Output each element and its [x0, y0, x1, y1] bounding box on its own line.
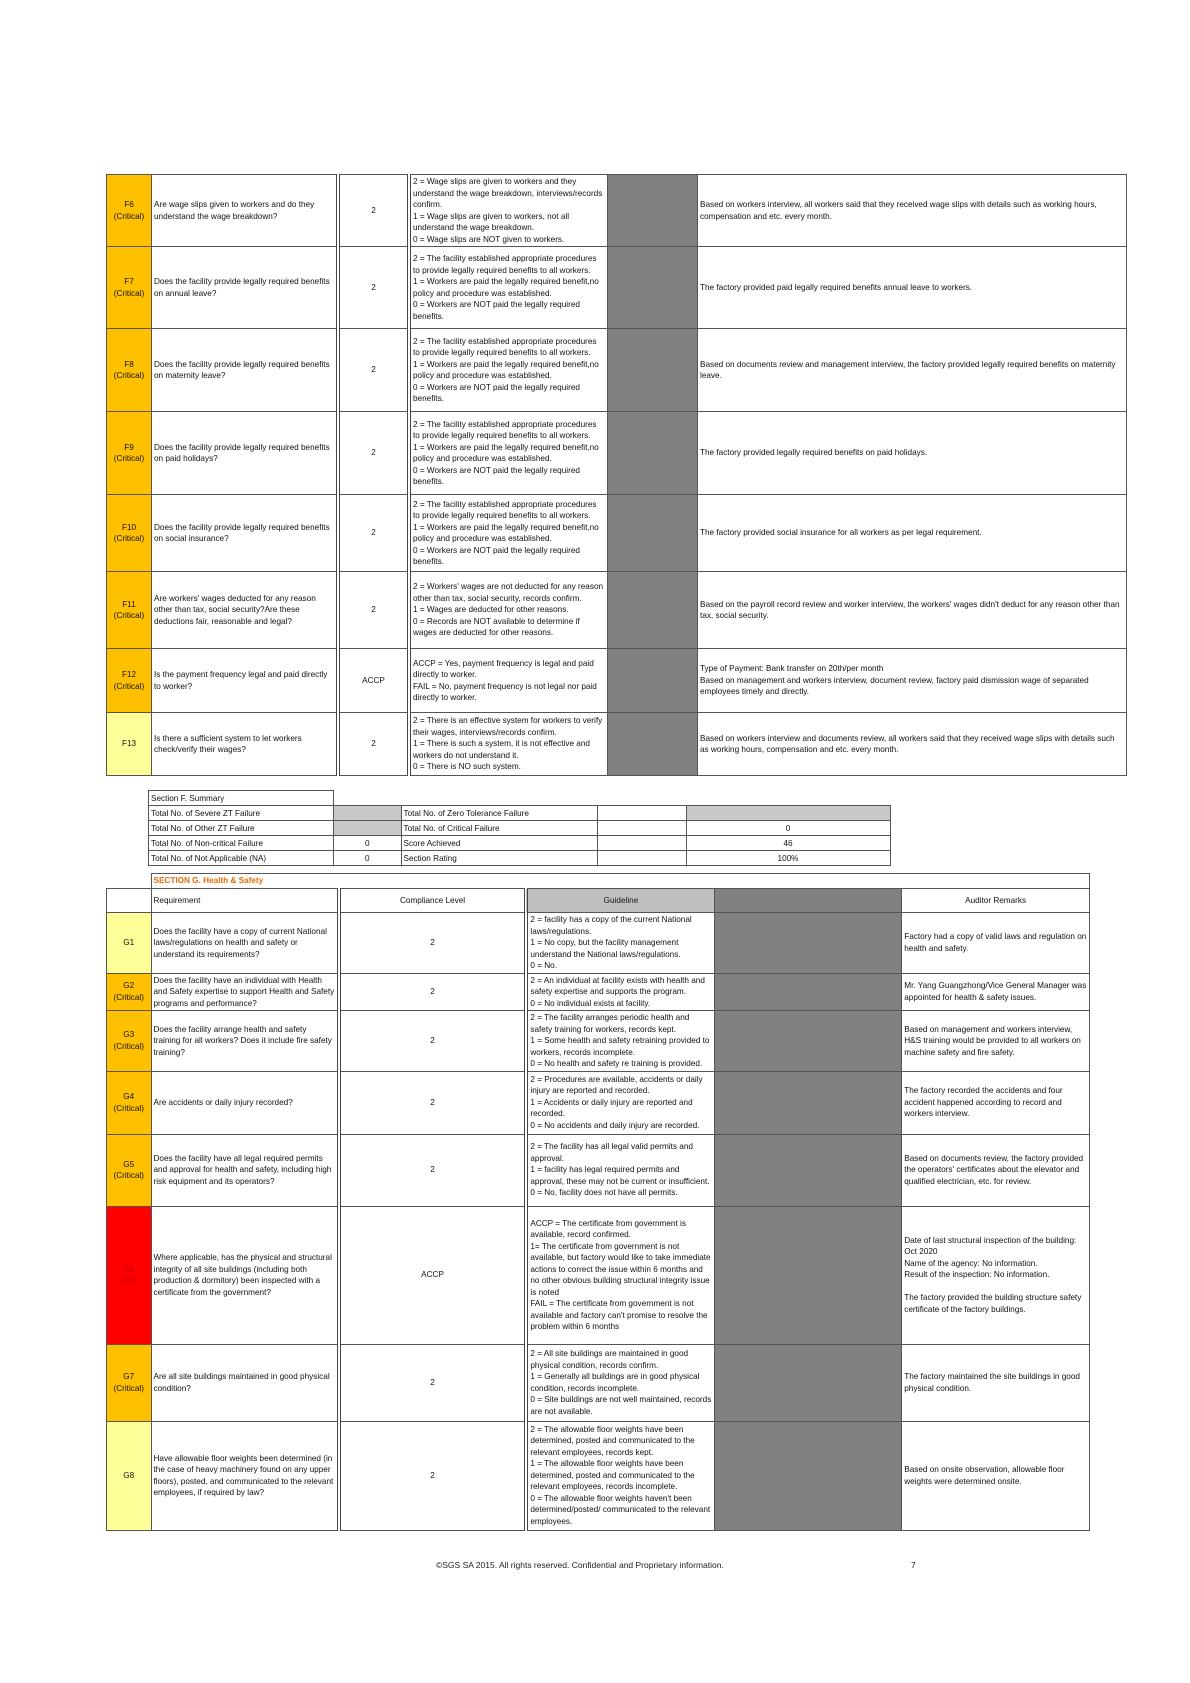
auditor-remark-cell: Type of Payment: Bank transfer on 20th/per month Based on management and workers interview, document review, factory paid dismission wage of separated employees timely and directly.: [698, 649, 1127, 713]
section-f-table: [106, 174, 1127, 776]
grey-cell: [608, 495, 698, 572]
auditor-remark-cell: Based on documents review, the factory provided the operators' certificates about the elevator and qualified electrician, etc. for review.: [902, 1134, 1090, 1206]
summary-label: Total No. of Severe ZT Failure: [149, 806, 334, 821]
auditor-remark-cell: Date of last structural inspection of the building: Oct 2020 Name of the agency: No information. Result of the inspection: No information. The factory provided the building structure safety certificate of the factory buildings.: [902, 1206, 1090, 1344]
compliance-level-cell: 2: [338, 412, 409, 495]
guideline-cell: 2 = The allowable floor weights have been determined, posted and communicated to the relevant employees, records kept. 1 = The allowable floor weights have been determined, posted and communicated to the relevant employees, records incomplete. 0 = The allowable floor weights haven't been determined/posted/ communicated to the relevant employees.: [526, 1421, 714, 1530]
compliance-level-cell: 2: [339, 913, 527, 974]
summary-title: Section F. Summary: [149, 791, 334, 806]
grey-cell: [608, 175, 698, 247]
item-id-cell: F11 (Critical): [107, 572, 152, 649]
auditor-remark-cell: Based on workers interview and documents review, all workers said that they received wage slips with details such as working hours, compensation and etc. every month.: [698, 713, 1127, 776]
summary-value: 0: [686, 821, 890, 836]
grey-cell: [714, 1134, 902, 1206]
table-row: [107, 649, 1127, 713]
summary-row: [149, 836, 891, 851]
table-row: [107, 1134, 1090, 1206]
guideline-cell: 2 = Procedures are available, accidents or daily injury are reported and recorded. 1 = Accidents or daily injury are reported and recorded. 0 = No accidents and daily injury are recorded.: [526, 1071, 714, 1134]
table-row: [107, 913, 1090, 974]
table-row: [107, 1071, 1090, 1134]
compliance-level-cell: 2: [338, 247, 409, 329]
auditor-remark-cell: Mr. Yang Guangzhong/Vice General Manager was appointed for health & safety issues.: [902, 973, 1090, 1011]
summary-value: 0: [334, 836, 402, 851]
auditor-remark-cell: Factory had a copy of valid laws and regulation on health and safety.: [902, 913, 1090, 974]
compliance-level-cell: 2: [338, 495, 409, 572]
table-row: [107, 329, 1127, 412]
summary-label: Total No. of Not Applicable (NA): [149, 851, 334, 866]
page-number: 7: [911, 1560, 916, 1570]
guideline-cell: 2 = The facility arranges periodic health and safety training for workers, records kept. 1 = Some health and safety retraining provided to workers, records incomplete. 0 = No health and safety re training is provided.: [526, 1011, 714, 1072]
requirement-cell: Does the facility have a copy of current National laws/regulations on health and safety or understand its requirements?: [151, 913, 339, 974]
guideline-cell: 2 = There is an effective system for workers to verify their wages, interviews/records confirm. 1 = There is such a system, it is not effective and workers do not understand it. 0 = There is NO such system.: [409, 713, 608, 776]
auditor-remark-cell: The factory maintained the site buildings in good physical condition.: [902, 1344, 1090, 1421]
auditor-remark-cell: Based on management and workers interview, H&S training would be provided to all workers on machine safety and fire safety.: [902, 1011, 1090, 1072]
guideline-cell: 2 = The facility established appropriate procedures to provide legally required benefits to all workers. 1 = Workers are paid the legally required benefit,no policy and procedure was established. 0 = Workers are NOT paid the legally required benefits.: [409, 247, 608, 329]
guideline-cell: ACCP = Yes, payment frequency is legal and paid directly to worker. FAIL = No, payment frequency is not legal nor paid directly to worker.: [409, 649, 608, 713]
item-id-cell: G6 (ZT): [107, 1206, 152, 1344]
compliance-level-cell: ACCP: [338, 649, 409, 713]
auditor-remark-cell: Based on onsite observation, allowable floor weights were determined onsite.: [902, 1421, 1090, 1530]
summary-label: Total No. of Non-critical Failure: [149, 836, 334, 851]
copyright-notice: ©SGS SA 2015. All rights reserved. Confidential and Proprietary information.: [436, 1560, 724, 1570]
compliance-level-cell: 2: [338, 572, 409, 649]
requirement-cell: Are wage slips given to workers and do they understand the wage breakdown?: [152, 175, 339, 247]
requirement-cell: Is there a sufficient system to let workers check/verify their wages?: [152, 713, 339, 776]
grey-cell: [714, 1206, 902, 1344]
guideline-cell: 2 = The facility established appropriate procedures to provide legally required benefits to all workers. 1 = Workers are paid the legally required benefit,no policy and procedure was established. 0 = Workers are NOT paid the legally required benefits.: [409, 329, 608, 412]
grey-cell: [714, 889, 902, 913]
summary-title-row: [149, 791, 891, 806]
summary-label: Total No. of Critical Failure: [401, 821, 597, 836]
item-id-cell: F6 (Critical): [107, 175, 152, 247]
table-row: [107, 175, 1127, 247]
header-guideline: Guideline: [526, 889, 714, 913]
compliance-level-cell: 2: [339, 1344, 527, 1421]
item-id-cell: F12 (Critical): [107, 649, 152, 713]
auditor-remark-cell: The factory provided paid legally required benefits annual leave to workers.: [698, 247, 1127, 329]
item-id-cell: G1: [107, 913, 152, 974]
summary-value: 0: [334, 851, 402, 866]
item-id-cell: F7 (Critical): [107, 247, 152, 329]
grey-cell: [714, 1421, 902, 1530]
compliance-level-cell: 2: [339, 1071, 527, 1134]
auditor-remark-cell: Based on the payroll record review and worker interview, the workers' wages didn't deduct for any reason other than tax, social security.: [698, 572, 1127, 649]
summary-value: [334, 821, 402, 836]
compliance-level-cell: 2: [339, 1134, 527, 1206]
requirement-cell: Are all site buildings maintained in good physical condition?: [151, 1344, 339, 1421]
compliance-level-cell: ACCP: [339, 1206, 527, 1344]
summary-value: 46: [686, 836, 890, 851]
table-row: [107, 572, 1127, 649]
grey-cell: [714, 973, 902, 1011]
table-row: [107, 1011, 1090, 1072]
grey-cell: [608, 572, 698, 649]
grey-cell: [608, 329, 698, 412]
summary-row: [149, 851, 891, 866]
guideline-cell: 2 = All site buildings are maintained in good physical condition, records confirm. 1 = Generally all buildings are in good physical condition, records incomplete. 0 = Site buildings are not well maintained, records are not available.: [526, 1344, 714, 1421]
guideline-cell: ACCP = The certificate from government is available, record confirmed. 1= The certificate from government is not available, but factory would like to take immediate actions to correct the issue within 6 months and no other obvious building structural integrity issue is noted FAIL = The certificate from government is not available and factory can't promise to resolve the problem within 6 months: [526, 1206, 714, 1344]
header-compliance-level: Compliance Level: [339, 889, 527, 913]
guideline-cell: 2 = The facility has all legal valid permits and approval. 1 = facility has legal required permits and approval, these may not be current or insufficient. 0 = No, facility does not have all permits.: [526, 1134, 714, 1206]
table-row: [107, 247, 1127, 329]
grey-cell: [608, 649, 698, 713]
grey-cell: [608, 412, 698, 495]
auditor-remark-cell: The factory recorded the accidents and four accident happened according to record and workers interview.: [902, 1071, 1090, 1134]
item-id-cell: G4 (Critical): [107, 1071, 152, 1134]
table-row: [107, 973, 1090, 1011]
grey-cell: [714, 1071, 902, 1134]
grey-cell: [608, 247, 698, 329]
grey-cell: [714, 913, 902, 974]
compliance-level-cell: 2: [339, 1011, 527, 1072]
summary-label: Section Rating: [401, 851, 597, 866]
auditor-remark-cell: The factory provided legally required benefits on paid holidays.: [698, 412, 1127, 495]
auditor-remark-cell: Based on workers interview, all workers said that they received wage slips with details such as working hours, compensation and etc. every month.: [698, 175, 1127, 247]
guideline-cell: 2 = The facility established appropriate procedures to provide legally required benefits to all workers. 1 = Workers are paid the legally required benefit,no policy and procedure was established. 0 = Workers are NOT paid the legally required benefits.: [409, 412, 608, 495]
requirement-cell: Does the facility provide legally required benefits on social insurance?: [152, 495, 339, 572]
requirement-cell: Does the facility provide legally required benefits on annual leave?: [152, 247, 339, 329]
item-id-cell: F10 (Critical): [107, 495, 152, 572]
summary-value: [334, 806, 402, 821]
guideline-cell: 2 = An individual at facility exists with health and safety expertise and supports the program. 0 = No individual exists at facility.: [526, 973, 714, 1011]
section-g-table: [106, 873, 1090, 1531]
requirement-cell: Does the facility provide legally required benefits on maternity leave?: [152, 329, 339, 412]
compliance-level-cell: 2: [338, 713, 409, 776]
auditor-remark-cell: Based on documents review and management interview, the factory provided legally required benefits on maternity leave.: [698, 329, 1127, 412]
table-row: [107, 1206, 1090, 1344]
section-title-row: [107, 874, 1090, 889]
summary-value: [686, 806, 890, 821]
header-auditor-remarks: Auditor Remarks: [902, 889, 1090, 913]
compliance-level-cell: 2: [339, 1421, 527, 1530]
item-id-cell: G3 (Critical): [107, 1011, 152, 1072]
item-id-cell: F13: [107, 713, 152, 776]
requirement-cell: Is the payment frequency legal and paid directly to worker?: [152, 649, 339, 713]
requirement-cell: Are workers' wages deducted for any reason other than tax, social security?Are these deductions fair, reasonable and legal?: [152, 572, 339, 649]
summary-row: [149, 821, 891, 836]
requirement-cell: Does the facility have an individual with Health and Safety expertise to support Health and Safety programs and performance?: [151, 973, 339, 1011]
guideline-cell: 2 = facility has a copy of the current National laws/regulations. 1 = No copy, but the facility management understand the National laws/regulations. 0 = No.: [526, 913, 714, 974]
guideline-cell: 2 = Workers' wages are not deducted for any reason other than tax, social security, records confirm. 1 = Wages are deducted for other reasons. 0 = Records are NOT available to determine if wages are deducted for other reasons.: [409, 572, 608, 649]
table-header-row: [107, 889, 1090, 913]
grey-cell: [608, 713, 698, 776]
compliance-level-cell: 2: [338, 175, 409, 247]
requirement-cell: Does the facility have all legal required permits and approval for health and safety, including high risk equipment and its operators?: [151, 1134, 339, 1206]
item-id-cell: F9 (Critical): [107, 412, 152, 495]
auditor-remark-cell: The factory provided social insurance for all workers as per legal requirement.: [698, 495, 1127, 572]
item-id-cell: F8 (Critical): [107, 329, 152, 412]
item-id-cell: G8: [107, 1421, 152, 1530]
table-row: [107, 713, 1127, 776]
section-title: SECTION G. Health & Safety: [151, 874, 1090, 889]
requirement-cell: Are accidents or daily injury recorded?: [151, 1071, 339, 1134]
item-id-cell: G2 (Critical): [107, 973, 152, 1011]
compliance-level-cell: 2: [338, 329, 409, 412]
summary-value: 100%: [686, 851, 890, 866]
item-id-cell: G7 (Critical): [107, 1344, 152, 1421]
summary-label: Total No. of Other ZT Failure: [149, 821, 334, 836]
summary-label: Total No. of Zero Tolerance Failure: [401, 806, 597, 821]
table-row: [107, 412, 1127, 495]
requirement-cell: Have allowable floor weights been determined (in the case of heavy machinery found on any upper floors), posted, and communicated to the relevant employees, if required by law?: [151, 1421, 339, 1530]
item-id-cell: G5 (Critical): [107, 1134, 152, 1206]
requirement-cell: Does the facility arrange health and safety training for all workers? Does it include fire safety training?: [151, 1011, 339, 1072]
guideline-cell: 2 = The facility established appropriate procedures to provide legally required benefits to all workers. 1 = Workers are paid the legally required benefit,no policy and procedure was established. 0 = Workers are NOT paid the legally required benefits.: [409, 495, 608, 572]
grey-cell: [714, 1011, 902, 1072]
summary-label: Score Achieved: [401, 836, 597, 851]
requirement-cell: Where applicable, has the physical and structural integrity of all site buildings (including both production & dormitory) been inspected with a certificate from the government?: [151, 1206, 339, 1344]
compliance-level-cell: 2: [339, 973, 527, 1011]
grey-cell: [714, 1344, 902, 1421]
section-f-summary: [148, 790, 891, 866]
summary-row: [149, 806, 891, 821]
header-requirement: Requirement: [151, 889, 339, 913]
table-row: [107, 1421, 1090, 1530]
table-row: [107, 1344, 1090, 1421]
requirement-cell: Does the facility provide legally required benefits on paid holidays?: [152, 412, 339, 495]
guideline-cell: 2 = Wage slips are given to workers and they understand the wage breakdown, interviews/records confirm. 1 = Wage slips are given to workers, not all understand the wage breakdown. 0 = Wage slips are NOT given to workers.: [409, 175, 608, 247]
table-row: [107, 495, 1127, 572]
